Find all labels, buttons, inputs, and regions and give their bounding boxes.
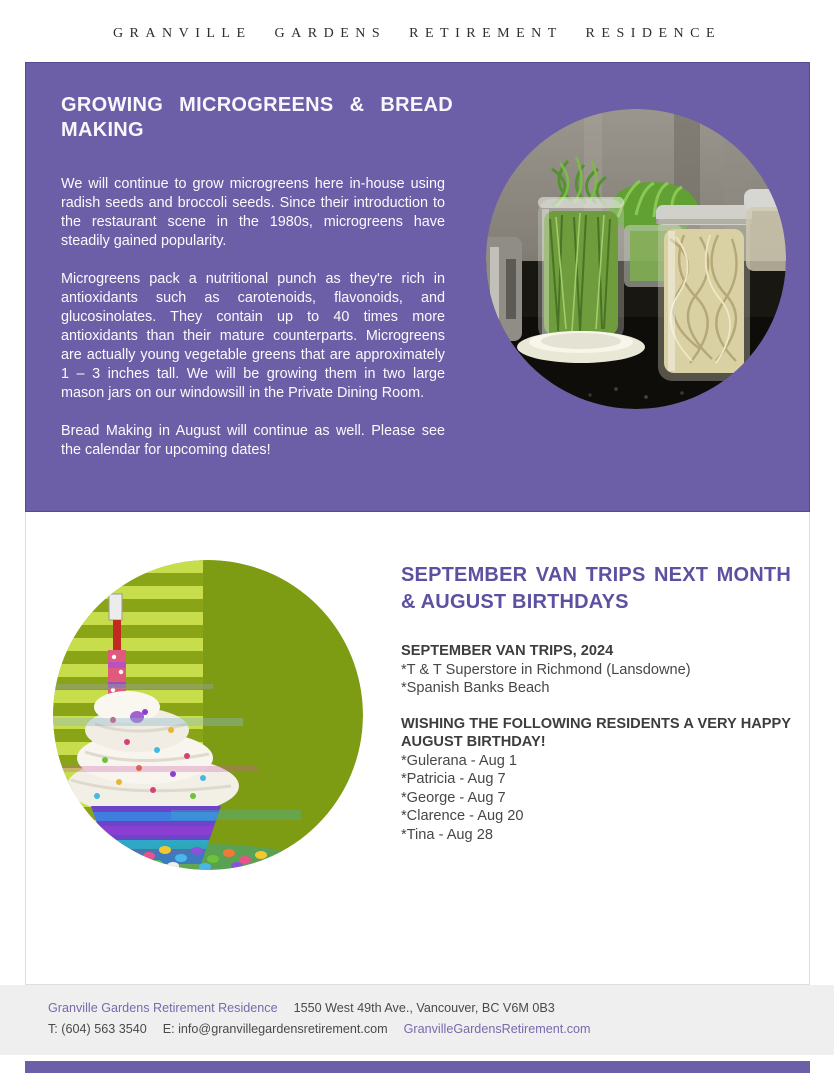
birthday-item: *Clarence - Aug 20: [401, 808, 524, 824]
spacer: [401, 698, 791, 715]
trips-title: SEPTEMBER VAN TRIPS NEXT MONTH & AUGUST BIRTHDAYS: [401, 564, 791, 613]
footer-line-1: [48, 998, 834, 1019]
birthday-item: *Gulerana - Aug 1: [401, 752, 518, 769]
microgreens-title: GROWING MICROGREENS & BREAD MAKING: [61, 94, 453, 141]
cupcake-photo-graphic: [53, 560, 363, 870]
microgreens-paragraph: Microgreens pack a nutritional punch as they're rich in antioxidants such as carotenoids, flavonoids, and glucosinolates. They contain up to 40 times more antioxidants than their mature counterparts. Microgreens are actually young vegetable greens that are approximately 1 – 3 inches tall. We will be growing them in two large mason jars on our windowsill in the Private Dining Room.: [61, 271, 445, 401]
trips-text-column: [401, 562, 791, 844]
footer-website-link[interactable]: GranvilleGardensRetirement.com: [403, 1022, 591, 1036]
footer-address: 1550 West 49th Ave., Vancouver, BC V6M 0B3: [293, 1001, 555, 1015]
microgreens-section: [25, 62, 810, 512]
masthead-title: GRANVILLE GARDENS RETIREMENT RESIDENCE: [112, 26, 722, 41]
van-trip-item: *Spanish Banks Beach: [401, 680, 550, 696]
birthday-heading: WISHING THE FOLLOWING RESIDENTS A VERY HAPPY AUGUST BIRTHDAY!: [401, 715, 791, 750]
footer: [0, 985, 834, 1055]
footer-line-2: [48, 1019, 834, 1040]
birthday-cupcake-photo: [53, 560, 363, 870]
birthday-list: [401, 752, 791, 845]
bottom-accent-bar: [25, 1061, 810, 1073]
footer-phone: T: (604) 563 3540: [48, 1022, 147, 1036]
microgreens-photo-graphic: [486, 109, 786, 409]
microgreens-body: [61, 175, 445, 479]
microgreens-photo: [486, 109, 786, 409]
van-trip-item: *T & T Superstore in Richmond (Lansdowne): [401, 661, 691, 678]
birthday-item: *Patricia - Aug 7: [401, 771, 506, 787]
birthday-item: *George - Aug 7: [401, 789, 506, 806]
microgreens-paragraph: We will continue to grow microgreens here in-house using radish seeds and broccoli seeds. Since their introduction to the restaurant scene in the 1980s, microgreens have steadily gained popularity.: [61, 176, 445, 249]
van-trips-heading: SEPTEMBER VAN TRIPS, 2024: [401, 643, 614, 659]
van-trips-list: [401, 661, 791, 698]
microgreens-paragraph: Bread Making in August will continue as well. Please see the calendar for upcoming dates!: [61, 423, 445, 458]
birthday-item: *Tina - Aug 28: [401, 826, 493, 843]
footer-residence-name: Granville Gardens Retirement Residence: [48, 1001, 278, 1015]
trips-section: [25, 512, 810, 985]
footer-email: E: info@granvillegardensretirement.com: [162, 1022, 388, 1036]
